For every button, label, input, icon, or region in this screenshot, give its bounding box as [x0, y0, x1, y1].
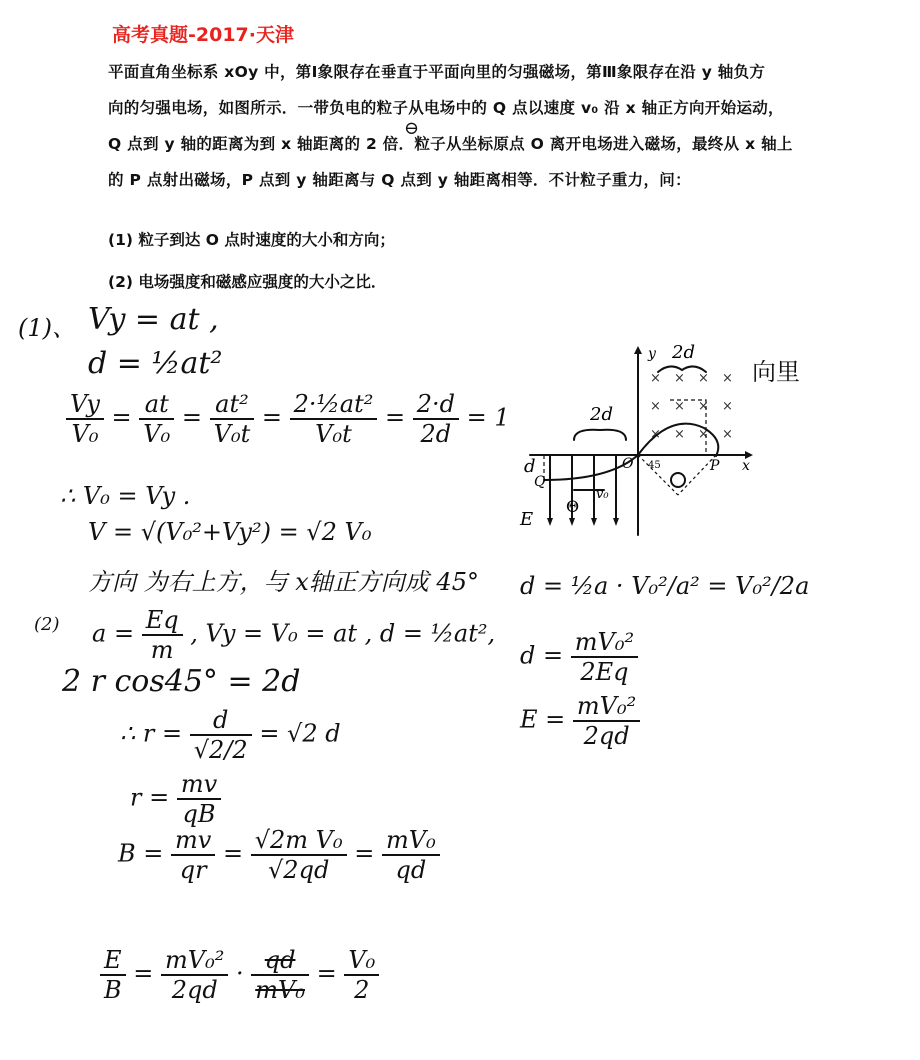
ratio-num: at: [139, 390, 174, 420]
eq-r2-num: mv: [177, 770, 221, 800]
eq-a-rest: , Vy = V₀ = at , d = ½at²,: [190, 619, 496, 648]
eq-r1-rest: = √2 d: [259, 719, 341, 748]
right-E-den: 2qd: [583, 722, 630, 750]
e-label: E: [520, 509, 534, 530]
eq-d: d = ½at²: [88, 346, 223, 381]
angle-label: 45: [648, 460, 661, 471]
y-axis-arrow: [634, 346, 642, 354]
eq-EB-num: mV₀²: [161, 946, 228, 976]
ratio-num: at²: [210, 390, 255, 420]
question-2: (2) 电场强度和磁感应强度的大小之比．: [108, 273, 387, 291]
eq-rcos: 2 r cos45° = 2d: [62, 664, 301, 699]
eq-a-num: Eq: [142, 606, 183, 636]
page-title: 高考真题-2017·天津: [112, 24, 294, 46]
problem-line: Q 点到 y 轴的距离为到 x 轴距离的 2 倍．粒子从坐标原点 O 离开电场进入磁场，最终从 x 轴上: [108, 135, 793, 153]
right-eq-d2: d = $\frac{\text{mV₀²}}{2Eq}$: [520, 628, 638, 686]
charge-annotation: ⊖: [404, 118, 420, 139]
ratio-num: 2·½at²: [290, 390, 378, 420]
part2-label: (2): [34, 614, 60, 635]
eq-B-num: mV₀: [382, 826, 440, 856]
ratio-den: V₀: [71, 420, 99, 448]
cross-mark: ×: [650, 399, 661, 414]
ratio-den: 2d: [420, 420, 452, 448]
cross-mark: ×: [674, 371, 685, 386]
eq-v: V = √(V₀²+Vy²) = √2 V₀: [88, 518, 372, 546]
eq-EB: $\frac{E}{B}$ = $\frac{\text{mV₀²}}{2qd}$ · $\frac{qd}{\text{mV₀}}$ = $\frac{\text{V₀}}{2}$: [100, 946, 379, 1004]
q-label: Q: [534, 474, 546, 490]
two-d-left: 2d: [590, 404, 613, 425]
cross-mark: ×: [698, 399, 709, 414]
eq-EB-den: mV₀: [255, 976, 305, 1004]
eq-r2: [130, 770, 221, 828]
field-diagram: [510, 340, 760, 540]
brace-left: [574, 430, 626, 440]
y-axis-label: y: [648, 346, 656, 362]
eq-EB-den: B: [104, 976, 122, 1004]
ratio-den: V₀t: [213, 420, 251, 448]
cross-mark: ×: [698, 371, 709, 386]
eq-vy: Vy = at ,: [88, 302, 219, 337]
field-arrow: [569, 518, 575, 526]
d-left: d: [524, 456, 536, 477]
problem-statement: [108, 54, 868, 198]
origin-label: O: [622, 456, 634, 472]
cross-mark: ×: [674, 427, 685, 442]
v0-label: v₀: [596, 487, 609, 502]
cross-mark: ×: [722, 427, 733, 442]
cross-mark: ×: [650, 427, 661, 442]
cross-mark: ×: [722, 371, 733, 386]
eq-r2-den: qB: [182, 800, 216, 828]
eq-r1: [120, 706, 341, 764]
eq-B-num: √2m V₀: [251, 826, 347, 856]
right-eq-E: E = $\frac{\text{mV₀²}}{2qd}$: [520, 692, 640, 750]
eq-EB-num: qd: [251, 946, 309, 976]
inward-label: 向里: [752, 358, 800, 386]
right-d2-den: 2Eq: [580, 658, 629, 686]
two-d-top: 2d: [672, 342, 695, 363]
question-1: (1) 粒子到达 O 点时速度的大小和方向；: [108, 231, 395, 249]
right-eq-d1: d = ½a · V₀²/a² = V₀²/2a: [520, 572, 810, 600]
eq-a-den: m: [150, 636, 174, 664]
field-arrow: [591, 518, 597, 526]
theta-label: Θ: [566, 497, 580, 516]
ratio-den: V₀: [143, 420, 171, 448]
problem-line: 的 P 点射出磁场，P 点到 y 轴距离与 Q 点到 y 轴距离相等．不计粒子重力，问：: [108, 171, 691, 189]
problem-line: 向的匀强电场，如图所示．一带负电的粒子从电场中的 Q 点以速度 v₀ 沿 x 轴正方向开始运动，: [108, 99, 784, 117]
eq-EB-den: 2qd: [171, 976, 218, 1004]
right-E-num: mV₀²: [573, 692, 640, 722]
cross-mark: ×: [722, 399, 733, 414]
cross-mark: ×: [674, 399, 685, 414]
eq-B-den: qd: [395, 856, 427, 884]
ratio-num: 2·d: [413, 390, 459, 420]
eq-B-num: mv: [171, 826, 215, 856]
ratio-den: V₀t: [315, 420, 352, 448]
eq-r1-lhs: ∴ r =: [120, 719, 190, 748]
field-arrow: [613, 518, 619, 526]
problem-line: 平面直角坐标系 xOy 中，第Ⅰ象限存在垂直于平面向里的匀强磁场，第Ⅲ象限存在沿 y 轴负方: [108, 63, 766, 81]
ratio-equation: $\frac{Vy}{\text{V₀}}$ = $\frac{at}{\text{V₀}}$ = $\frac{\text{at²}}{\text{V₀t}}$ = $\frac{\text{2·½at²}}{\text{V₀t}}$ = $\frac{2\cdot d}{2d}$ = 1: [66, 390, 510, 448]
eq-B-lhs: B =: [118, 839, 172, 868]
x-axis-label: x: [742, 458, 750, 474]
eq-EB-den: 2: [354, 976, 370, 1004]
cross-mark: ×: [650, 371, 661, 386]
cross-mark: ×: [698, 427, 709, 442]
circle-center: [671, 473, 685, 487]
ratio-num: Vy: [66, 390, 104, 420]
field-arrow: [547, 518, 553, 526]
eq-B: B = $\frac{mv}{qr}$ = $\frac{\text{√2m V₀}}{√2qd}$ = $\frac{\text{mV₀}}{qd}$: [118, 826, 440, 884]
direction-text: 方向 为右上方，与 x轴正方向成 45°: [88, 568, 479, 596]
p-label: P: [710, 458, 720, 474]
eq-a: a = $\frac{Eq}{m}$ , Vy = V₀ = at , d = ½at²,: [92, 606, 496, 664]
eq-r2-lhs: r =: [130, 783, 177, 812]
part1-label: (1)、: [18, 314, 76, 342]
eq-r1-num: d: [190, 706, 252, 736]
conclude-v0: ∴ V₀ = Vy .: [60, 482, 191, 510]
eq-EB-num: E: [100, 946, 126, 976]
eq-EB-num: V₀: [344, 946, 379, 976]
ratio-result: = 1: [466, 403, 510, 432]
right-d2-num: mV₀²: [571, 628, 638, 658]
eq-B-den: √2qd: [268, 856, 330, 884]
eq-B-den: qr: [179, 856, 207, 884]
eq-r1-den: √2/2: [193, 736, 248, 764]
